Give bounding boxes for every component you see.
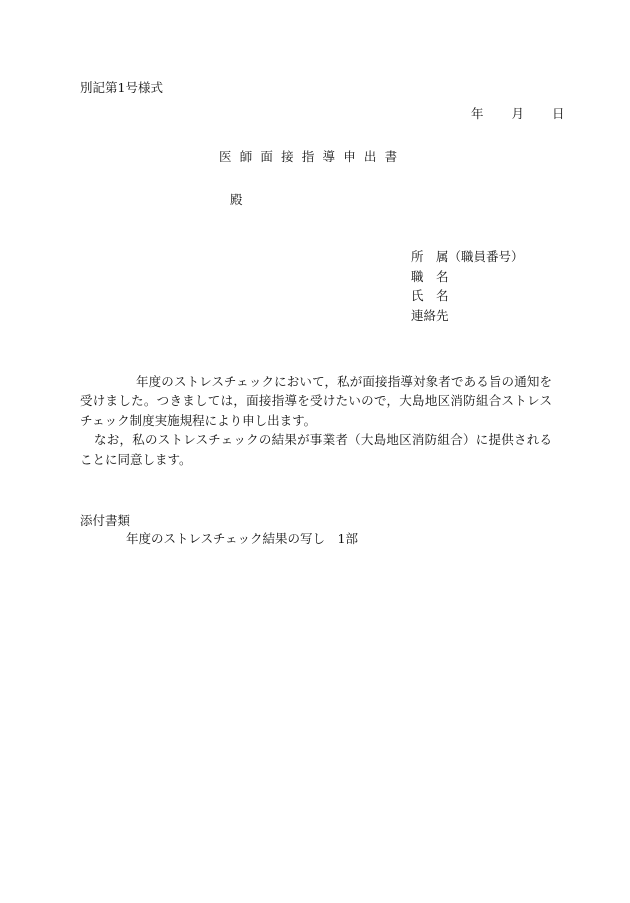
date-month-label: 月 xyxy=(511,106,525,121)
field-name-label: 氏 名 xyxy=(411,288,449,303)
attachments-heading: 添付書類 xyxy=(80,513,131,528)
applicant-fields xyxy=(411,251,524,329)
request-body xyxy=(80,372,552,469)
field-name xyxy=(411,290,524,310)
document-title: 医師面接指導申出書 xyxy=(219,149,406,164)
attachment-item: 年度のストレスチェック結果の写し 1部 xyxy=(126,531,358,546)
field-employee-number-label: （職員番号） xyxy=(448,249,524,264)
date-line xyxy=(471,108,565,121)
body-paragraph-consent: なお，私のストレスチェックの結果が事業者（大島地区消防組合）に提供されることに同意します。 xyxy=(80,432,552,467)
field-contact-label: 連絡先 xyxy=(411,307,449,323)
field-affiliation xyxy=(411,251,524,271)
body-paragraph-request: 年度のストレスチェックにおいて，私が面接指導対象者である旨の通知を受けました。つきましては，面接指導を受けたいので，大島地区消防組合ストレスチェック制度実施規程により申し出ます。 xyxy=(80,374,552,428)
field-contact xyxy=(411,307,524,330)
field-job-title-label: 職 名 xyxy=(411,268,449,284)
field-affiliation-label: 所 属 xyxy=(411,249,449,264)
date-day-label: 日 xyxy=(552,106,565,121)
date-year-label: 年 xyxy=(471,106,484,121)
form-number-label: 別記第1号様式 xyxy=(80,80,163,95)
addressee-honorific: 殿 xyxy=(230,192,243,207)
